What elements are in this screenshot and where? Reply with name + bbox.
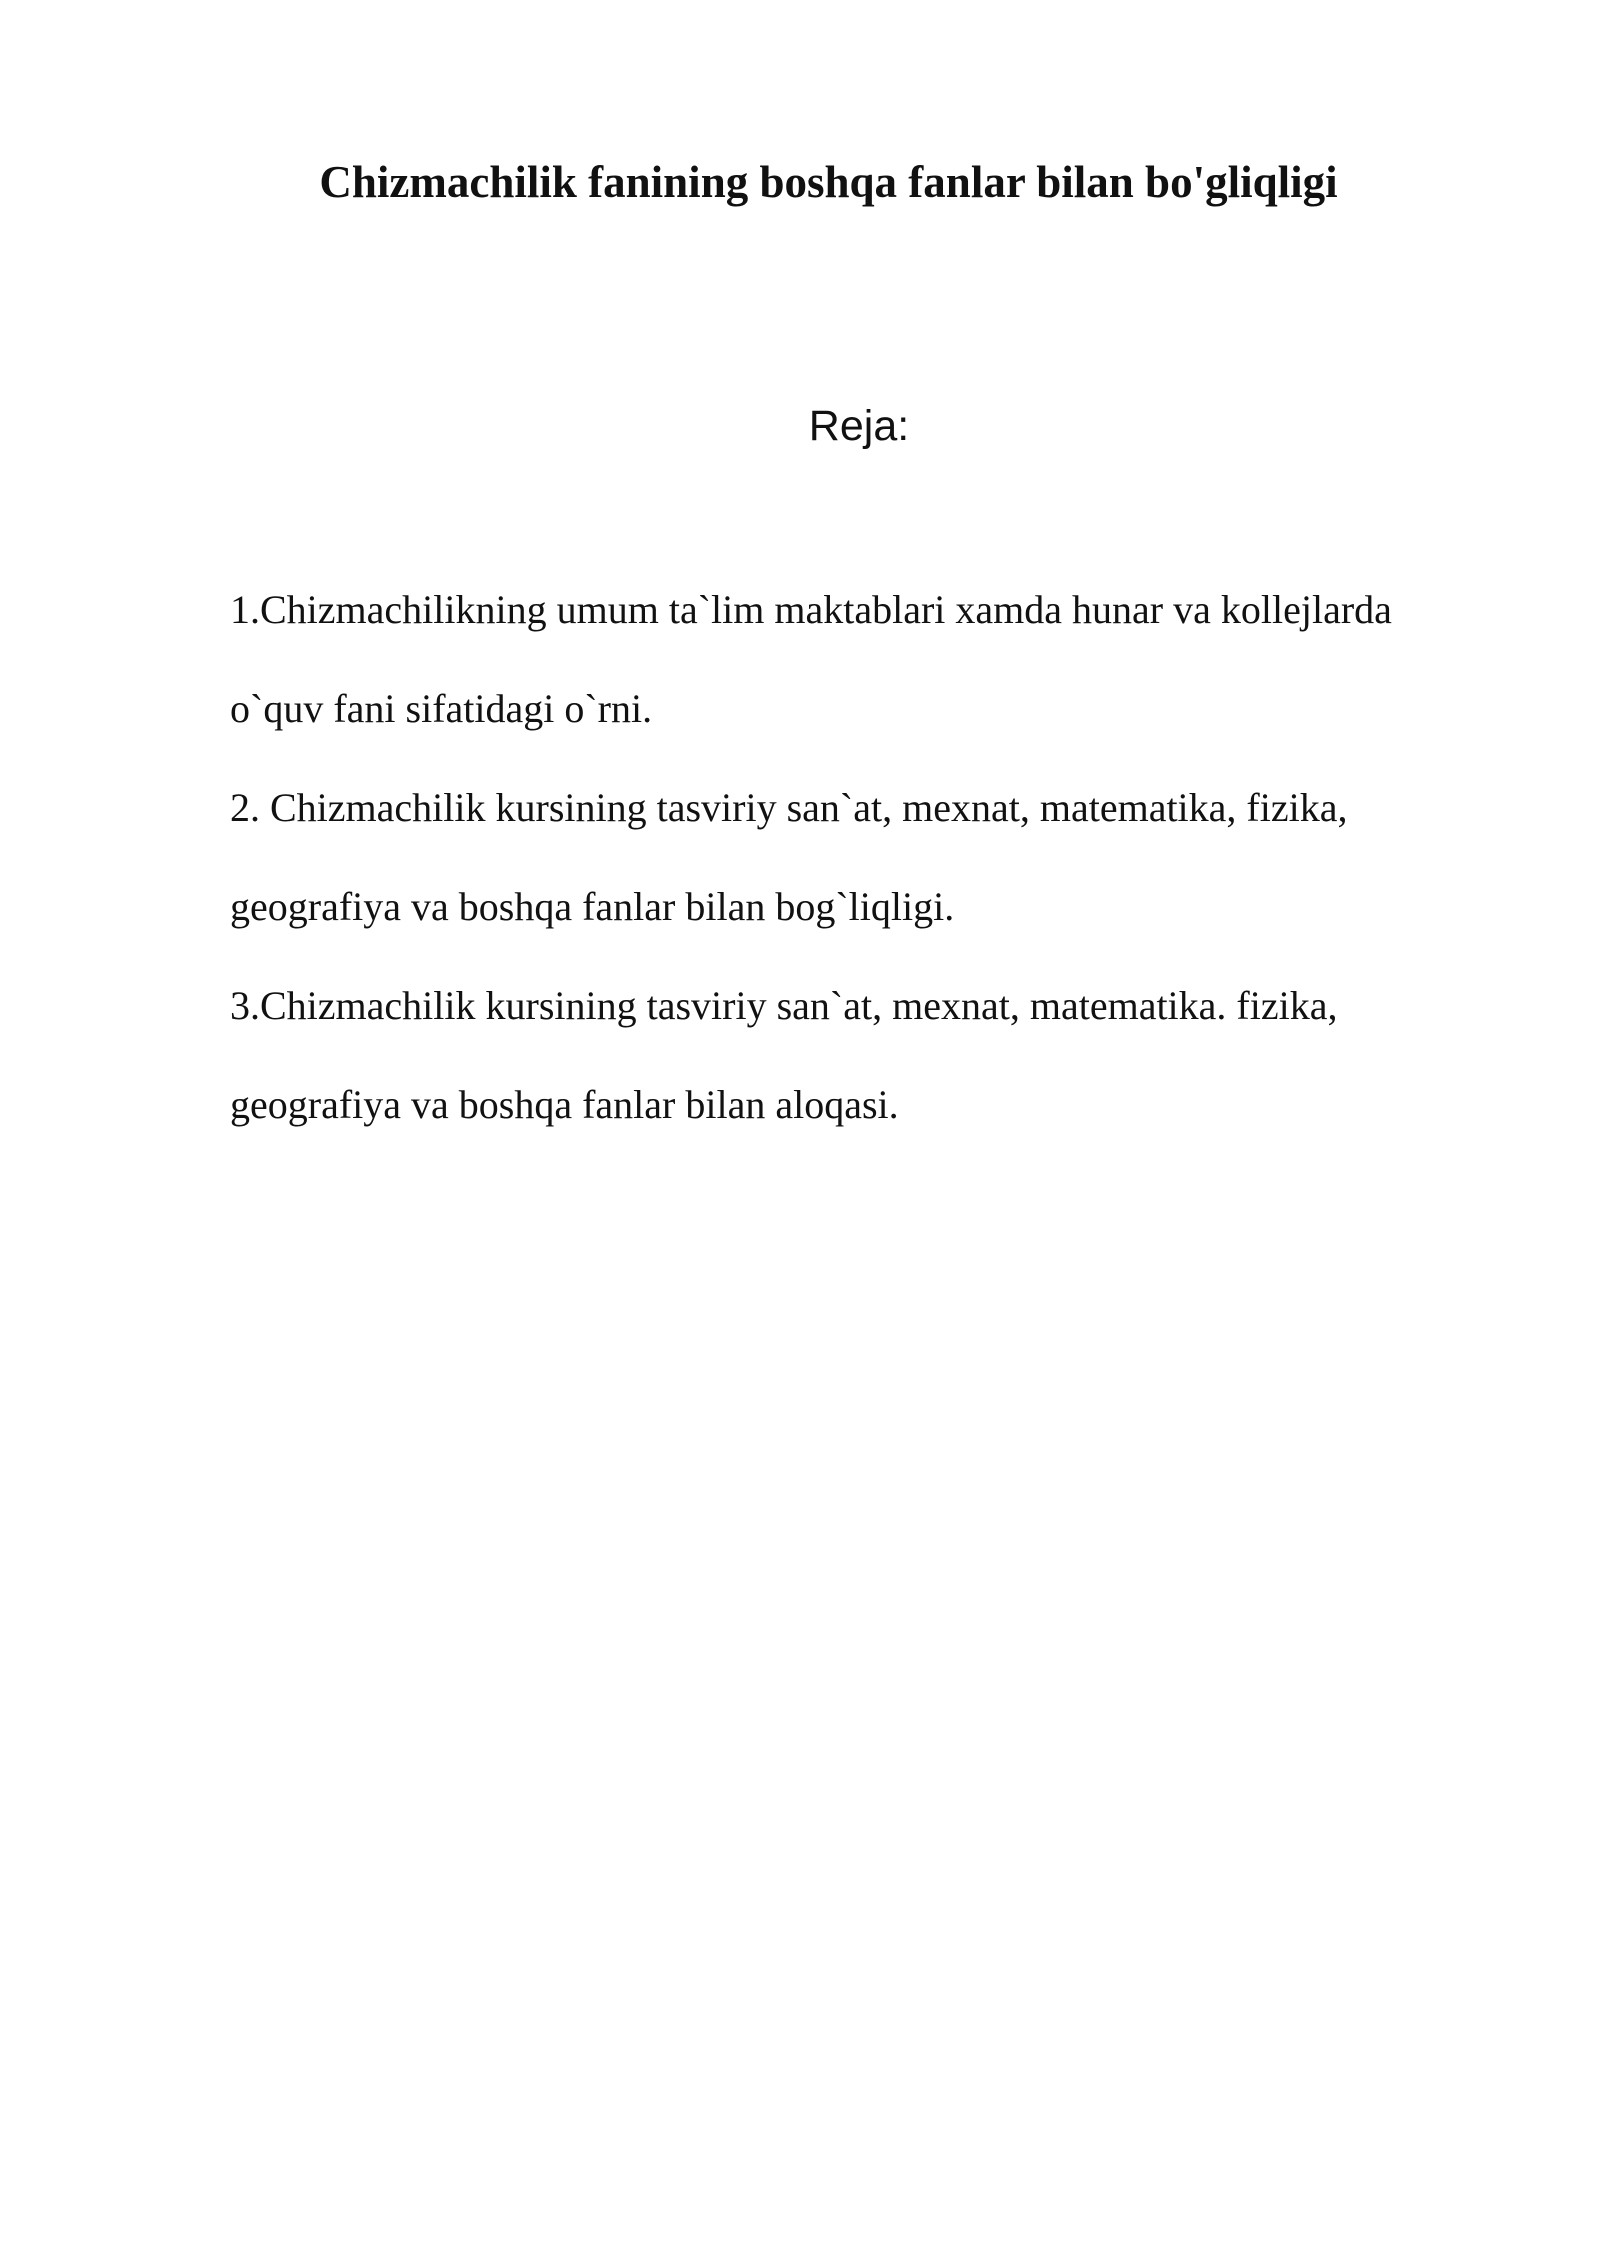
- document-title: Chizmachilik fanining boshqa fanlar bilan bo'gliqligi: [319, 157, 1338, 207]
- plan-item-1-line-2: o`quv fani sifatidagi o`rni.: [230, 686, 653, 731]
- plan-item-2-line-1: 2. Chizmachilik kursining tasviriy san`at, mexnat, matematika, fizika,: [230, 785, 1348, 830]
- plan-heading: Reja:: [808, 402, 910, 450]
- plan-item-2-line-2: geografiya va boshqa fanlar bilan bog`liqligi.: [230, 884, 955, 929]
- plan-item-3-line-1: 3.Chizmachilik kursining tasviriy san`at, mexnat, matematika. fizika,: [230, 983, 1338, 1028]
- plan-item-3-line-2: geografiya va boshqa fanlar bilan aloqasi.: [230, 1082, 899, 1127]
- plan-item-1-line-1: 1.Chizmachilikning umum ta`lim maktablari xamda hunar va kollejlarda: [230, 587, 1392, 632]
- plan-list: [230, 560, 1530, 1154]
